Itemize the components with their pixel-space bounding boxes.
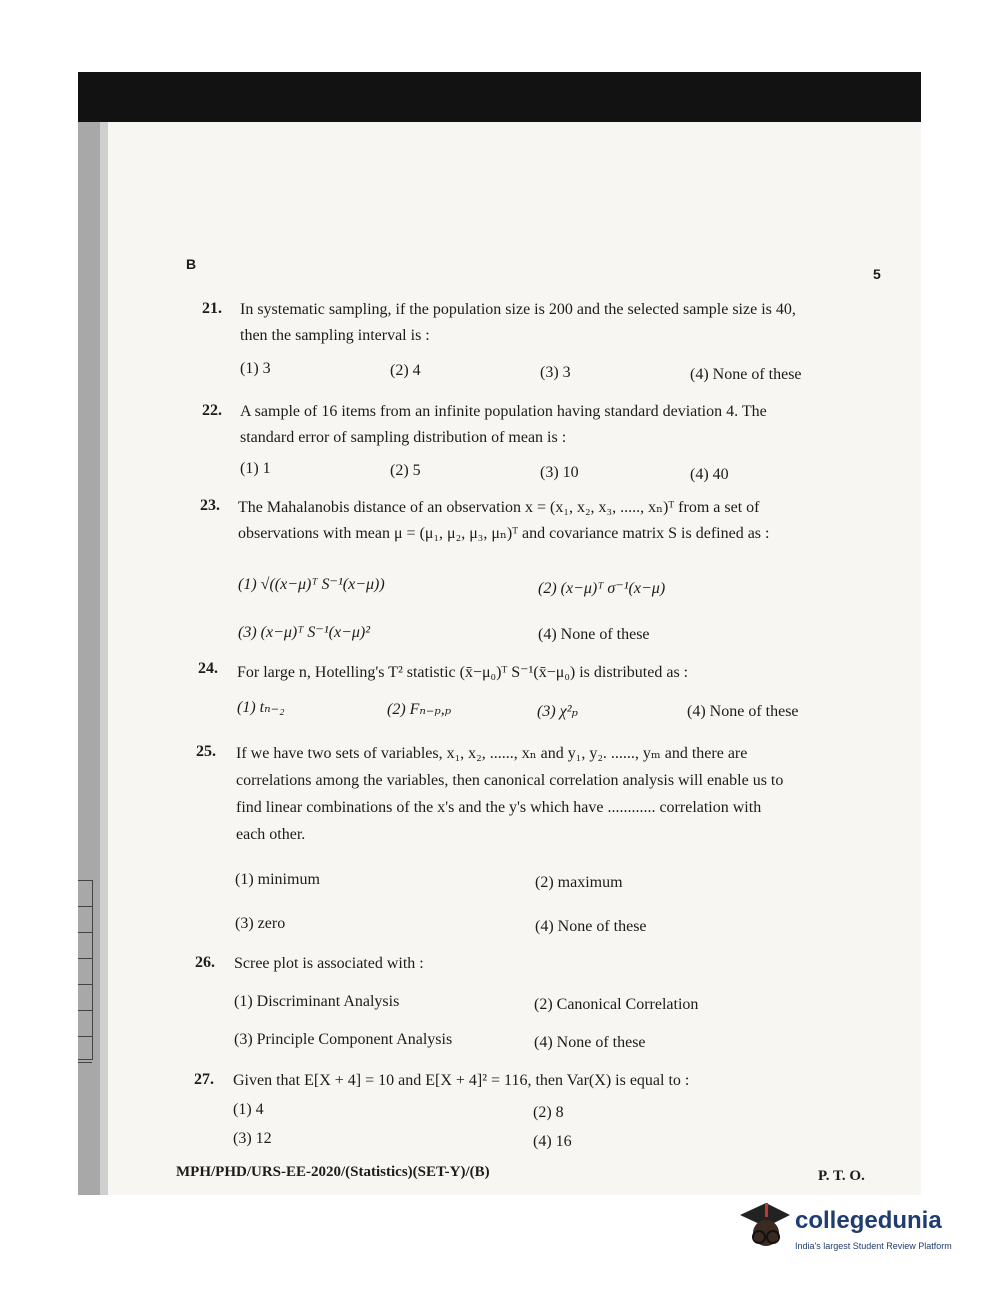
logo-name: collegedunia [795, 1207, 942, 1234]
option: (2) 8 [533, 1104, 564, 1121]
question-line: Given that E[X + 4] = 10 and E[X + 4]² = 116, then Var(X) is equal to : [233, 1072, 690, 1089]
option: (1) Discriminant Analysis [234, 993, 400, 1010]
question-text [236, 740, 783, 848]
option: (1) minimum [235, 871, 320, 888]
question-line: For large n, Hotelling's T² statistic (x̄−μ₀)ᵀ S⁻¹(x̄−μ₀) is distributed as : [237, 664, 689, 681]
question-line: observations with mean μ = (μ₁, μ₂, μ₃, μₙ)ᵀ and covariance matrix S is defined as : [238, 525, 770, 542]
option: (4) None of these [690, 366, 802, 383]
logo-tagline: India's largest Student Review Platform [795, 1241, 952, 1251]
collegedunia-logo[interactable] [738, 1197, 968, 1267]
binding-shadow [100, 122, 108, 1195]
question-line: Scree plot is associated with : [234, 955, 424, 972]
option: (2) maximum [535, 874, 623, 891]
option: (1) 1 [240, 460, 271, 477]
option: (1) 4 [233, 1101, 264, 1118]
option: (2) 4 [390, 362, 421, 379]
scanned-page [78, 122, 921, 1195]
option: (2) (x−μ)ᵀ σ⁻¹(x−μ) [538, 580, 666, 597]
option: (4) None of these [538, 626, 650, 643]
question-text [233, 1068, 689, 1094]
set-label: B [186, 256, 197, 272]
question-text [237, 660, 688, 686]
question-line: A sample of 16 items from an infinite population having standard deviation 4. The [240, 403, 767, 420]
scan-top-bar [78, 72, 921, 122]
option: (4) None of these [535, 918, 647, 935]
option: (2) Fₙ₋ₚ,ₚ [387, 701, 452, 718]
option: (4) None of these [687, 703, 799, 720]
question-number: 26. [195, 954, 215, 971]
option: (1) √((x−μ)ᵀ S⁻¹(x−μ)) [238, 576, 385, 593]
paper-code: MPH/PHD/URS-EE-2020/(Statistics)(SET-Y)/(B) [176, 1164, 490, 1180]
question-number: 23. [200, 497, 220, 514]
option: (2) 5 [390, 462, 421, 479]
option: (3) Principle Component Analysis [234, 1031, 453, 1048]
question-line: each other. [236, 826, 306, 843]
option: (3) 12 [233, 1130, 272, 1147]
question-line: then the sampling interval is : [240, 327, 430, 344]
option: (4) None of these [534, 1034, 646, 1051]
question-text [240, 297, 796, 349]
option: (4) 16 [533, 1133, 572, 1150]
question-line: correlations among the variables, then canonical correlation analysis will enable us to [236, 772, 784, 789]
page-turn-over: P. T. O. [818, 1168, 865, 1184]
question-text [240, 399, 767, 451]
option: (3) (x−μ)ᵀ S⁻¹(x−μ)² [238, 624, 371, 641]
option: (1) 3 [240, 360, 271, 377]
question-text [234, 951, 424, 977]
question-number: 21. [202, 300, 222, 317]
mascot-icon [738, 1197, 792, 1257]
question-number: 25. [196, 743, 216, 760]
margin-boxes [78, 880, 93, 1060]
option: (1) tₙ₋₂ [237, 699, 285, 716]
option: (4) 40 [690, 466, 729, 483]
option: (3) zero [235, 915, 286, 932]
question-line: If we have two sets of variables, x₁, x₂, ......, xₙ and y₁, y₂. ......, yₘ and there are [236, 745, 748, 762]
question-number: 27. [194, 1071, 214, 1088]
option: (3) χ²ₚ [537, 703, 578, 720]
page-number: 5 [873, 266, 881, 282]
question-number: 22. [202, 402, 222, 419]
question-line: In systematic sampling, if the population size is 200 and the selected sample size is 40, [240, 301, 796, 318]
question-line: standard error of sampling distribution of mean is : [240, 429, 567, 446]
question-number: 24. [198, 660, 218, 677]
question-line: find linear combinations of the x's and the y's which have ............ correlation with [236, 799, 762, 816]
option: (3) 3 [540, 364, 571, 381]
option: (2) Canonical Correlation [534, 996, 699, 1013]
option: (3) 10 [540, 464, 579, 481]
question-text [238, 495, 769, 547]
question-line: The Mahalanobis distance of an observation x = (x₁, x₂, x₃, ....., xₙ)ᵀ from a set of [238, 499, 760, 516]
